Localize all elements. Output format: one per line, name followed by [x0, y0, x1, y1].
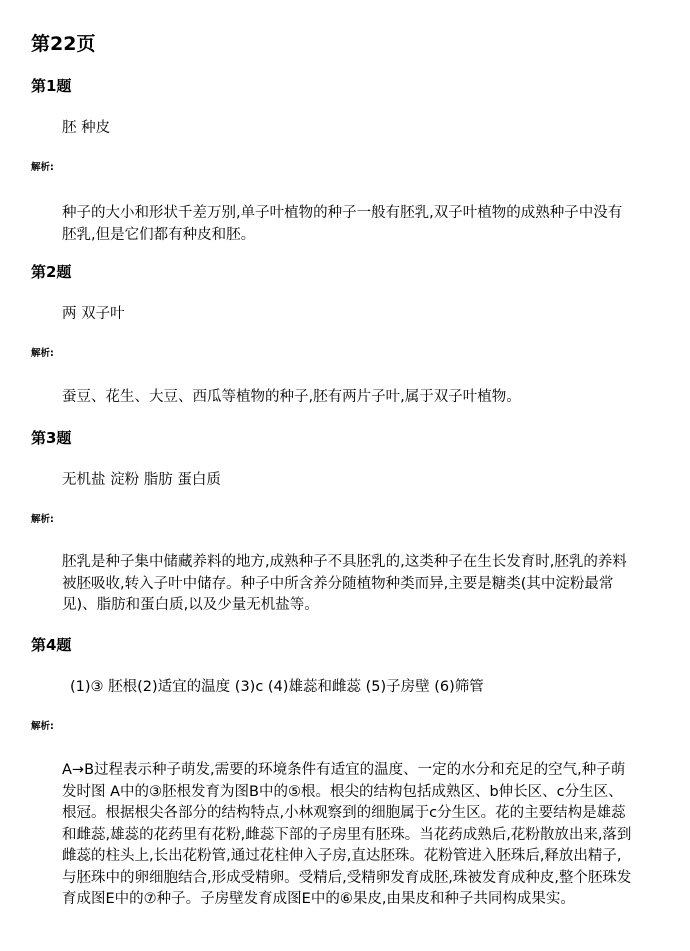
question-4-title: 第4题: [31, 636, 72, 654]
question-2-title: 第2题: [31, 263, 72, 281]
question-1-title: 第1题: [31, 77, 72, 95]
question-2-answer: 两 双子叶: [62, 306, 125, 322]
question-1-analysis-label: 解析:: [31, 162, 54, 173]
page-title: 第22页: [31, 33, 96, 55]
question-4-explanation: [62, 760, 634, 911]
question-3-explanation: [62, 552, 634, 617]
question-2-explanation-text: 蚕豆、花生、大豆、西瓜等植物的种子,胚有两片子叶,属于双子叶植物。: [62, 389, 521, 405]
question-3-answer: 无机盐 淀粉 脂肪 蛋白质: [62, 472, 221, 488]
question-1-explanation-text: 种子的大小和形状千差万别,单子叶植物的种子一般有胚乳,双子叶植物的成熟种子中没有胚乳,但是它们都有种皮和胚。: [62, 205, 623, 243]
question-3-analysis-label: 解析:: [31, 514, 54, 525]
question-2-explanation: [62, 387, 634, 409]
question-4-explanation-text: A→B过程表示种子萌发,需要的环境条件有适宜的温度、一定的水分和充足的空气,种子萌发时图 A中的③胚根发育为图B中的⑤根。根尖的结构包括成熟区、b伸长区、c分生区、根冠。根据根尖各部分的结构特点,小林观察到的细胞属于c分生区。花的主要结构是雄蕊和雌蕊,雄蕊的花药里有花粉,雌蕊下部的子房里有胚珠。当花药成熟后,花粉散放出来,落到雌蕊的柱头上,长出花粉管,通过花柱伸入子房,直达胚珠。花粉管进入胚珠后,释放出精子,与胚珠中的卵细胞结合,形成受精卵。受精后,受精卵发育成胚,珠被发育成种皮,整个胚珠发育成图E中的⑦种子。子房壁发育成图E中的⑥果皮,由果皮和种子共同构成果实。: [62, 762, 632, 907]
question-1-explanation: [62, 203, 634, 246]
question-3-explanation-text: 胚乳是种子集中储藏养料的地方,成熟种子不具胚乳的,这类种子在生长发育时,胚乳的养料被胚吸收,转入子叶中储存。种子中所含养分随植物种类而异,主要是糖类(其中淀粉最常见)、脂肪和蛋白质,以及少量无机盐等。: [62, 554, 627, 613]
question-2-analysis-label: 解析:: [31, 348, 54, 359]
question-4-answer: (1)③ 胚根(2)适宜的温度 (3)c (4)雄蕊和雌蕊 (5)子房壁 (6)筛管: [70, 679, 484, 695]
question-4-analysis-label: 解析:: [31, 721, 54, 732]
question-1-answer: 胚 种皮: [62, 120, 111, 136]
question-3-title: 第3题: [31, 429, 72, 447]
